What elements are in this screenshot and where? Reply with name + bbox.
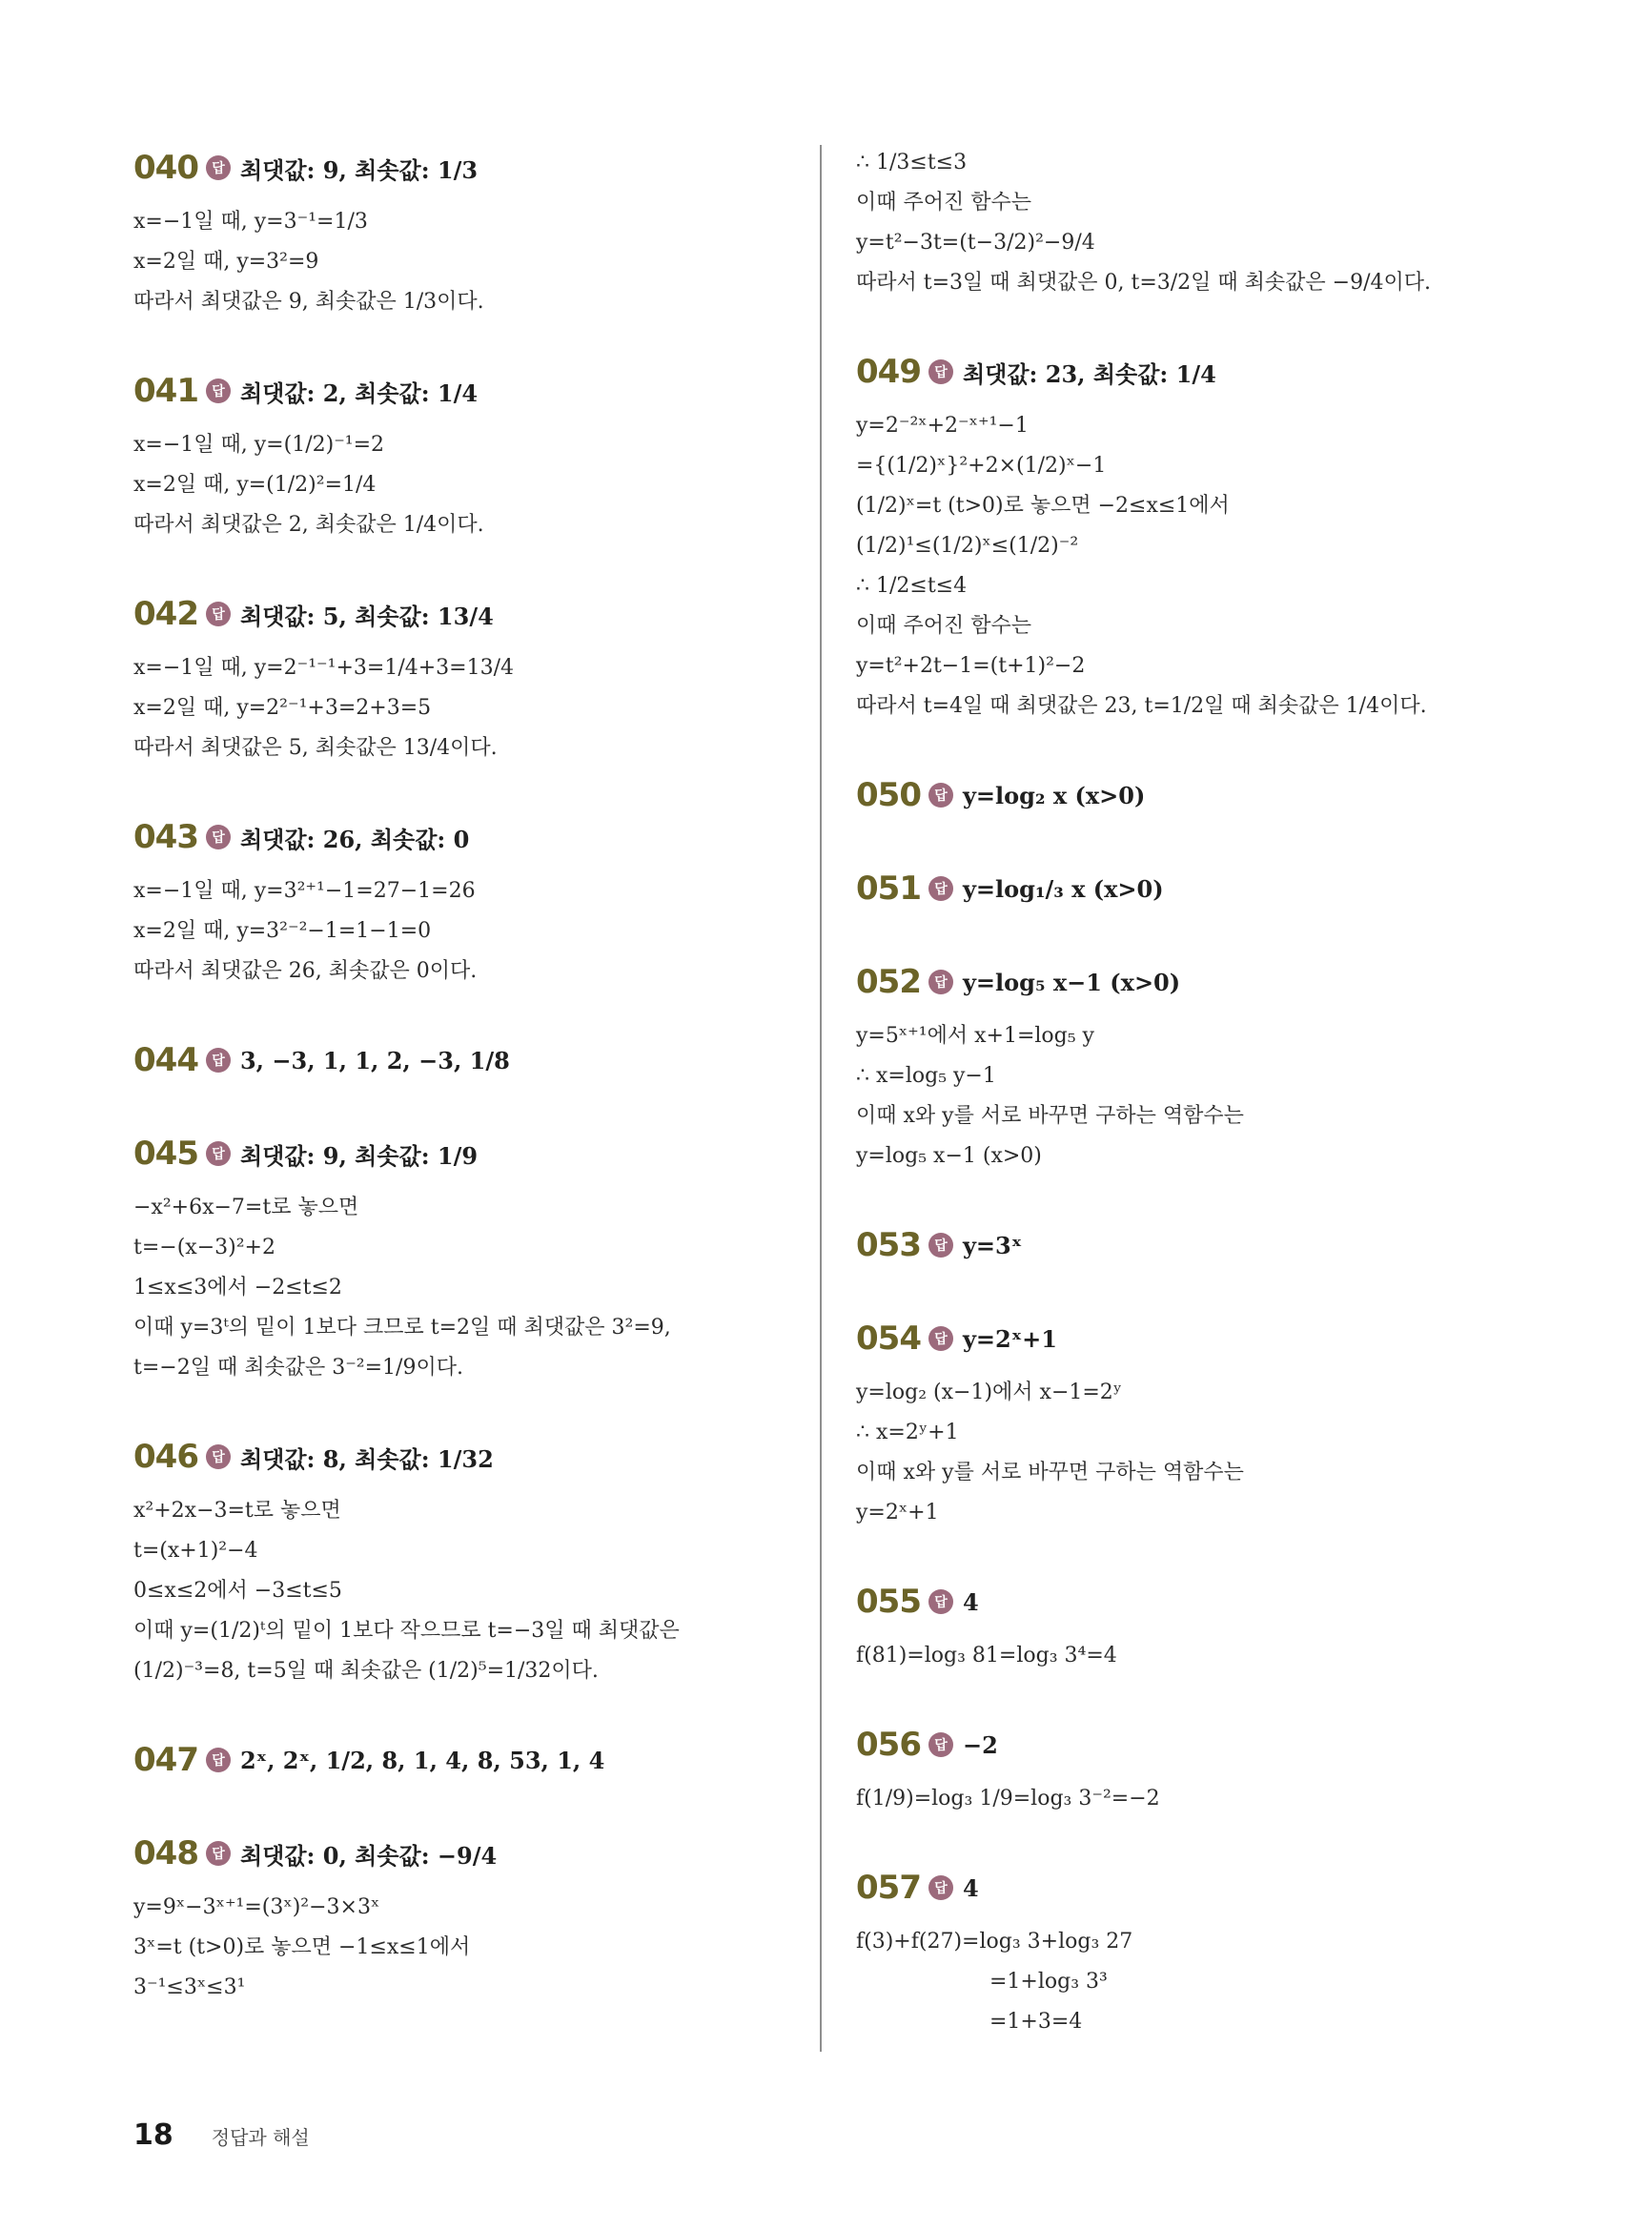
answer-badge: 답 (206, 155, 231, 180)
solution-line: f(3)+f(27)=log₃ 3+log₃ 27 (856, 1930, 1133, 1954)
solution-line: x=2일 때, y=3²=9 (133, 250, 319, 274)
solution-line: =1+log₃ 3³ (989, 1970, 1108, 1994)
problem-header (133, 812, 801, 862)
problem-header (856, 1220, 1561, 1270)
page-number: 18 (133, 2118, 173, 2152)
answer-badge: 답 (928, 359, 953, 384)
solution-line: 따라서 최댓값은 5, 최솟값은 13/4이다. (133, 736, 498, 760)
solution-line: x=−1일 때, y=2⁻¹⁻¹+3=1/4+3=13/4 (133, 656, 515, 680)
solution-line: t=(x+1)²−4 (133, 1539, 258, 1563)
problem-number: 054 (856, 1320, 921, 1358)
solution-line: 1≤x≤3에서 −2≤t≤2 (133, 1276, 342, 1299)
answer-text: y=3ˣ (962, 1231, 1023, 1259)
answer-text: 최댓값: 9, 최솟값: 1/3 (239, 155, 479, 184)
problem-header (133, 1129, 801, 1178)
problem-051 (856, 864, 1561, 913)
answer-text: −2 (962, 1730, 998, 1759)
problem-header (856, 957, 1561, 1007)
problem-header (856, 1577, 1561, 1626)
answer-text: 2ˣ, 2ˣ, 1/2, 8, 1, 4, 8, 53, 1, 4 (239, 1746, 605, 1774)
problem-040 (133, 143, 801, 322)
solution-line: y=5ˣ⁺¹에서 x+1=log₅ y (856, 1024, 1094, 1048)
problem-number: 045 (133, 1135, 198, 1173)
answer-badge: 답 (206, 1444, 231, 1469)
solution-line: y=2ˣ+1 (856, 1501, 939, 1524)
answer-text: 최댓값: 23, 최솟값: 1/4 (962, 359, 1216, 388)
solution-line: x=2일 때, y=3²⁻²−1=1−1=0 (133, 919, 432, 943)
solution-line: 3ˣ=t (t>0)로 놓으면 −1≤x≤1에서 (133, 1935, 471, 1959)
answer-text: y=log₅ x−1 (x>0) (962, 968, 1181, 996)
problem-055 (856, 1577, 1561, 1676)
solution-line: x=2일 때, y=(1/2)²=1/4 (133, 473, 377, 497)
answer-text: 최댓값: 8, 최솟값: 1/32 (239, 1444, 494, 1473)
solution-line: 이때 x와 y를 서로 바꾸면 구하는 역함수는 (856, 1461, 1244, 1484)
problem-045 (133, 1129, 801, 1388)
answer-badge: 답 (206, 1141, 231, 1166)
solution-line: ∴ x=2ʸ+1 (856, 1421, 959, 1444)
solution-line: t=−(x−3)²+2 (133, 1236, 275, 1259)
solution-line: −x²+6x−7=t로 놓으면 (133, 1196, 359, 1219)
answer-badge: 답 (206, 1841, 231, 1866)
answer-badge: 답 (206, 1748, 231, 1772)
solution-line: 이때 x와 y를 서로 바꾸면 구하는 역함수는 (856, 1104, 1244, 1128)
solution-line: ∴ 1/2≤t≤4 (856, 574, 968, 598)
solution-line: 3⁻¹≤3ˣ≤3¹ (133, 1975, 246, 1999)
answer-text: 3, −3, 1, 1, 2, −3, 1/8 (239, 1046, 510, 1074)
solution-line: 따라서 최댓값은 2, 최솟값은 1/4이다. (133, 513, 484, 537)
solution-line: 따라서 t=3일 때 최댓값은 0, t=3/2일 때 최솟값은 −9/4이다. (856, 271, 1432, 295)
solution-line: 따라서 최댓값은 26, 최솟값은 0이다. (133, 959, 478, 983)
problem-number: 042 (133, 595, 198, 633)
problem-057 (856, 1863, 1561, 2042)
answer-text: 4 (962, 1587, 979, 1616)
problem-header (856, 347, 1561, 397)
solution-line: y=t²+2t−1=(t+1)²−2 (856, 654, 1086, 678)
problem-header (133, 589, 801, 639)
solution-line: x=2일 때, y=2²⁻¹+3=2+3=5 (133, 696, 432, 720)
answer-badge: 답 (928, 1233, 953, 1258)
solution-line: y=2⁻²ˣ+2⁻ˣ⁺¹−1 (856, 414, 1029, 438)
answer-text: 최댓값: 0, 최솟값: −9/4 (239, 1841, 498, 1870)
problem-header (133, 1432, 801, 1482)
problem-number: 055 (856, 1583, 921, 1621)
answer-badge: 답 (206, 602, 231, 626)
problem-header (133, 1735, 801, 1785)
problem-042 (133, 589, 801, 768)
answer-text: y=log₁/₃ x (x>0) (962, 874, 1164, 903)
problem-number: 049 (856, 353, 921, 391)
problem-header (856, 1720, 1561, 1770)
answer-badge: 답 (928, 876, 953, 901)
right-column (856, 143, 1561, 2086)
answer-badge: 답 (928, 1732, 953, 1757)
problem-number: 044 (133, 1041, 198, 1079)
problem-header (856, 1314, 1561, 1363)
answer-text: y=2ˣ+1 (962, 1324, 1057, 1353)
solution-line: 0≤x≤2에서 −3≤t≤5 (133, 1579, 342, 1603)
solution-line: y=log₂ (x−1)에서 x−1=2ʸ (856, 1381, 1123, 1404)
solution-line: (1/2)ˣ=t (t>0)로 놓으면 −2≤x≤1에서 (856, 494, 1230, 518)
solution-line: 이때 y=(1/2)ᵗ의 밑이 1보다 작으므로 t=−3일 때 최댓값은 (133, 1619, 680, 1643)
answer-text: 4 (962, 1873, 979, 1902)
answer-badge: 답 (928, 970, 953, 994)
answer-text: 최댓값: 2, 최솟값: 1/4 (239, 378, 479, 407)
problem-number: 051 (856, 869, 921, 908)
page-footer (133, 2118, 310, 2152)
problem-054 (856, 1314, 1561, 1533)
problem-header (133, 1829, 801, 1878)
answer-text: 최댓값: 9, 최솟값: 1/9 (239, 1141, 479, 1170)
solution-line: 이때 y=3ᵗ의 밑이 1보다 크므로 t=2일 때 최댓값은 3²=9, (133, 1316, 671, 1340)
answer-badge: 답 (928, 783, 953, 808)
solution-line: y=log₅ x−1 (x>0) (856, 1144, 1042, 1168)
solution-line: ∴ 1/3≤t≤3 (856, 151, 968, 174)
problem-041 (133, 366, 801, 545)
problem-continuation (856, 143, 1561, 303)
solution-line: y=t²−3t=(t−3/2)²−9/4 (856, 231, 1095, 255)
answer-text: 최댓값: 5, 최솟값: 13/4 (239, 602, 494, 630)
problem-number: 048 (133, 1834, 198, 1872)
problem-number: 047 (133, 1741, 198, 1779)
solution-line: t=−2일 때 최솟값은 3⁻²=1/9이다. (133, 1356, 463, 1380)
problem-number: 041 (133, 372, 198, 410)
solution-line: 이때 주어진 함수는 (856, 191, 1032, 215)
problem-number: 056 (856, 1726, 921, 1764)
solution-line: x=−1일 때, y=(1/2)⁻¹=2 (133, 433, 385, 457)
column-divider (820, 145, 822, 2052)
problem-053 (856, 1220, 1561, 1270)
problem-number: 040 (133, 149, 198, 187)
solution-line: y=9ˣ−3ˣ⁺¹=(3ˣ)²−3×3ˣ (133, 1895, 380, 1919)
solution-line: (1/2)⁻³=8, t=5일 때 최솟값은 (1/2)⁵=1/32이다. (133, 1659, 599, 1683)
problem-header (856, 770, 1561, 820)
problem-052 (856, 957, 1561, 1176)
solution-line: ={(1/2)ˣ}²+2×(1/2)ˣ−1 (856, 454, 1107, 478)
solution-line: f(1/9)=log₃ 1/9=log₃ 3⁻²=−2 (856, 1787, 1160, 1811)
answer-badge: 답 (928, 1875, 953, 1900)
answer-text: y=log₂ x (x>0) (962, 781, 1146, 809)
answer-text: 최댓값: 26, 최솟값: 0 (239, 825, 470, 853)
problem-number: 052 (856, 963, 921, 1001)
answer-badge: 답 (928, 1589, 953, 1614)
solution-line: f(81)=log₃ 81=log₃ 3⁴=4 (856, 1644, 1117, 1667)
solution-line: =1+3=4 (989, 2010, 1083, 2034)
problem-050 (856, 770, 1561, 820)
solution-line: ∴ x=log₅ y−1 (856, 1064, 996, 1088)
problem-056 (856, 1720, 1561, 1819)
solution-line: 따라서 t=4일 때 최댓값은 23, t=1/2일 때 최솟값은 1/4이다. (856, 694, 1427, 718)
solution-line: x²+2x−3=t로 놓으면 (133, 1499, 341, 1523)
problem-header (856, 1863, 1561, 1913)
problem-number: 057 (856, 1869, 921, 1907)
problem-048 (133, 1829, 801, 2008)
problem-number: 050 (856, 776, 921, 814)
problem-047 (133, 1735, 801, 1785)
solution-line: (1/2)¹≤(1/2)ˣ≤(1/2)⁻² (856, 534, 1079, 558)
answer-badge: 답 (206, 1048, 231, 1073)
problem-header (133, 366, 801, 416)
answer-badge: 답 (206, 378, 231, 403)
solution-line: x=−1일 때, y=3⁻¹=1/3 (133, 210, 368, 234)
left-column (133, 143, 801, 2052)
problem-number: 053 (856, 1226, 921, 1264)
solution-line: 따라서 최댓값은 9, 최솟값은 1/3이다. (133, 290, 484, 314)
problem-header (133, 1035, 801, 1085)
problem-header (133, 143, 801, 193)
footer-title: 정답과 해설 (211, 2126, 310, 2149)
problem-header (856, 864, 1561, 913)
problem-number: 046 (133, 1438, 198, 1476)
problem-049 (856, 347, 1561, 726)
problem-043 (133, 812, 801, 992)
problem-number: 043 (133, 818, 198, 856)
solution-line: x=−1일 때, y=3²⁺¹−1=27−1=26 (133, 879, 476, 903)
problem-044 (133, 1035, 801, 1085)
answer-badge: 답 (206, 825, 231, 849)
solution-line: 이때 주어진 함수는 (856, 614, 1032, 638)
problem-046 (133, 1432, 801, 1691)
answer-badge: 답 (928, 1326, 953, 1351)
